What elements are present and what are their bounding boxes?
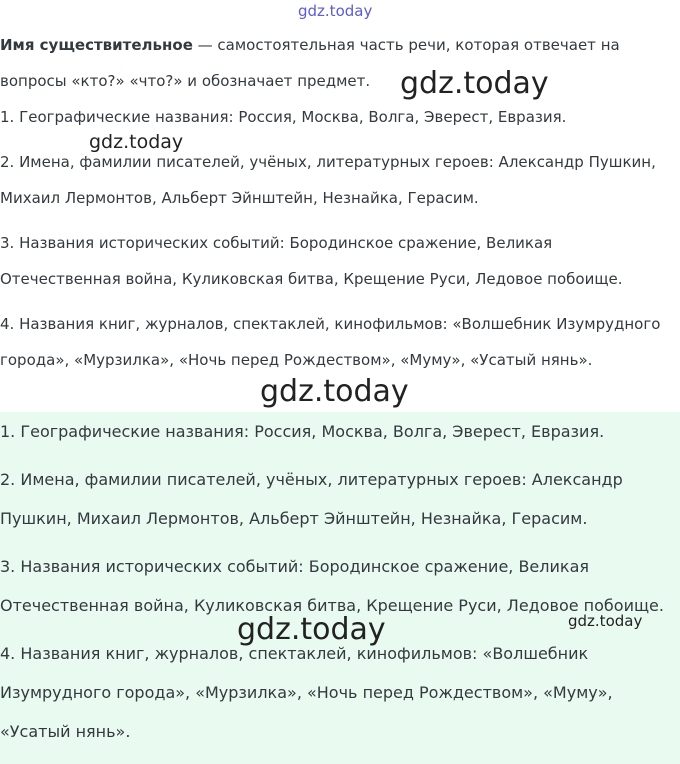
list-item: 4. Названия книг, журналов, спектаклей, кинофильмов: «Волшебник Изумрудного города», «Мурзилка», «Ночь перед Рождеством», «Муму», «Усатый нянь». (0, 644, 613, 741)
watermark: gdz.today (568, 612, 643, 630)
upper-text-block (0, 27, 672, 378)
list-item: 3. Названия исторических событий: Бородинское сражение, Великая Отечественная война, Куликовская битва, Крещение Руси, Ледовое побоище. (0, 557, 664, 615)
list-item: 4. Названия книг, журналов, спектаклей, кинофильмов: «Волшебник Изумрудного города», «Мурзилка», «Ночь перед Рождеством», «Муму», «Усатый нянь». (0, 315, 661, 369)
watermark: gdz.today (260, 374, 409, 409)
watermark: gdz.today (400, 66, 549, 101)
watermark: gdz.today (298, 2, 373, 20)
watermark: gdz.today (237, 612, 386, 647)
list-item: 2. Имена, фамилии писателей, учёных, литературных героев: Александр Пушкин, Михаил Лермонтов, Альберт Эйнштейн, Незнайка, Герасим. (0, 153, 656, 207)
list-item: 1. Географические названия: Россия, Москва, Волга, Эверест, Евразия. (0, 108, 567, 126)
watermark: gdz.today (89, 131, 184, 153)
definition-paragraph (0, 27, 672, 99)
answer-list (0, 412, 672, 751)
list-item: 3. Названия исторических событий: Бородинское сражение, Великая Отечественная война, Куликовская битва, Крещение Руси, Ледовое побоище. (0, 234, 623, 288)
answer-panel (0, 412, 680, 764)
list-item: 2. Имена, фамилии писателей, учёных, литературных героев: Александр Пушкин, Михаил Лермонтов, Альберт Эйнштейн, Незнайка, Герасим. (0, 470, 623, 528)
definition-text: — самостоятельная часть речи, которая отвечает на вопросы «кто?» «что?» и обозначает предмет. (0, 36, 620, 90)
term: Имя существительное (0, 36, 193, 54)
list-item: 1. Географические названия: Россия, Москва, Волга, Эверест, Евразия. (0, 422, 605, 441)
